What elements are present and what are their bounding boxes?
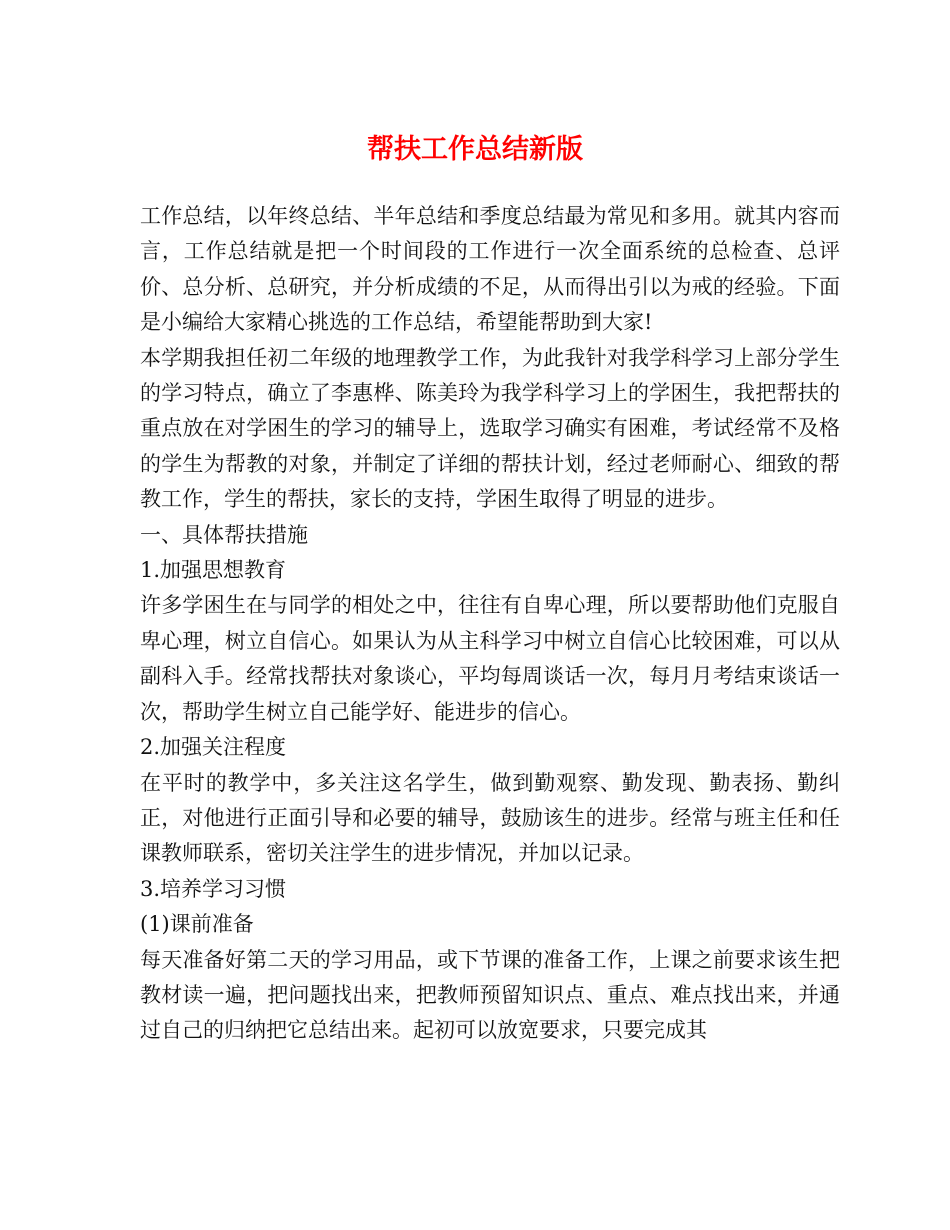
background-paragraph: 本学期我担任初二年级的地理教学工作，为此我针对我学科学习上部分学生的学习特点，确立了李惠桦、陈美玲为我学科学习上的学困生，我把帮扶的重点放在对学困生的学习的辅导上，选取学习确实有困难，考试经常不及格的学生为帮教的对象，并制定了详细的帮扶计划，经过老师耐心、细致的帮教工作，学生的帮扶，家长的支持，学困生取得了明显的进步。 [140,345,840,512]
sub-subheading-1: (1)课前准备 [140,912,254,937]
section-heading: 一、具体帮扶措施 [140,522,308,547]
paragraph-2: 在平时的教学中，多关注这名学生，做到勤观察、勤发现、勤表扬、勤纠正，对他进行正面引导和必要的辅导，鼓励该生的进步。经常与班主任和任课教师联系，密切关注学生的进步情况，并加以记录。 [140,770,840,866]
subheading-3: 3.培养学习习惯 [140,876,287,901]
document-body [140,199,840,1049]
document-title: 帮扶工作总结新版 [367,134,583,165]
intro-paragraph: 工作总结，以年终总结、半年总结和季度总结最为常见和多用。就其内容而言，工作总结就是把一个时间段的工作进行一次全面系统的总检查、总评价、总分析、总研究，并分析成绩的不足，从而得出引以为戒的经验。下面是小编给大家精心挑选的工作总结，希望能帮助到大家! [140,204,840,335]
paragraph-3: 每天准备好第二天的学习用品，或下节课的准备工作，上课之前要求该生把教材读一遍，把问题找出来，把教师预留知识点、重点、难点找出来，并通过自己的归纳把它总结出来。起初可以放宽要求，只要完成其 [140,947,840,1043]
subheading-1: 1.加强思想教育 [140,558,287,583]
subheading-2: 2.加强关注程度 [140,735,287,760]
paragraph-1: 许多学困生在与同学的相处之中，往往有自卑心理，所以要帮助他们克服自卑心理，树立自信心。如果认为从主科学习中树立自信心比较困难，可以从副科入手。经常找帮扶对象谈心，平均每周谈话一次，每月月考结束谈话一次，帮助学生树立自己能学好、能进步的信心。 [140,593,840,724]
